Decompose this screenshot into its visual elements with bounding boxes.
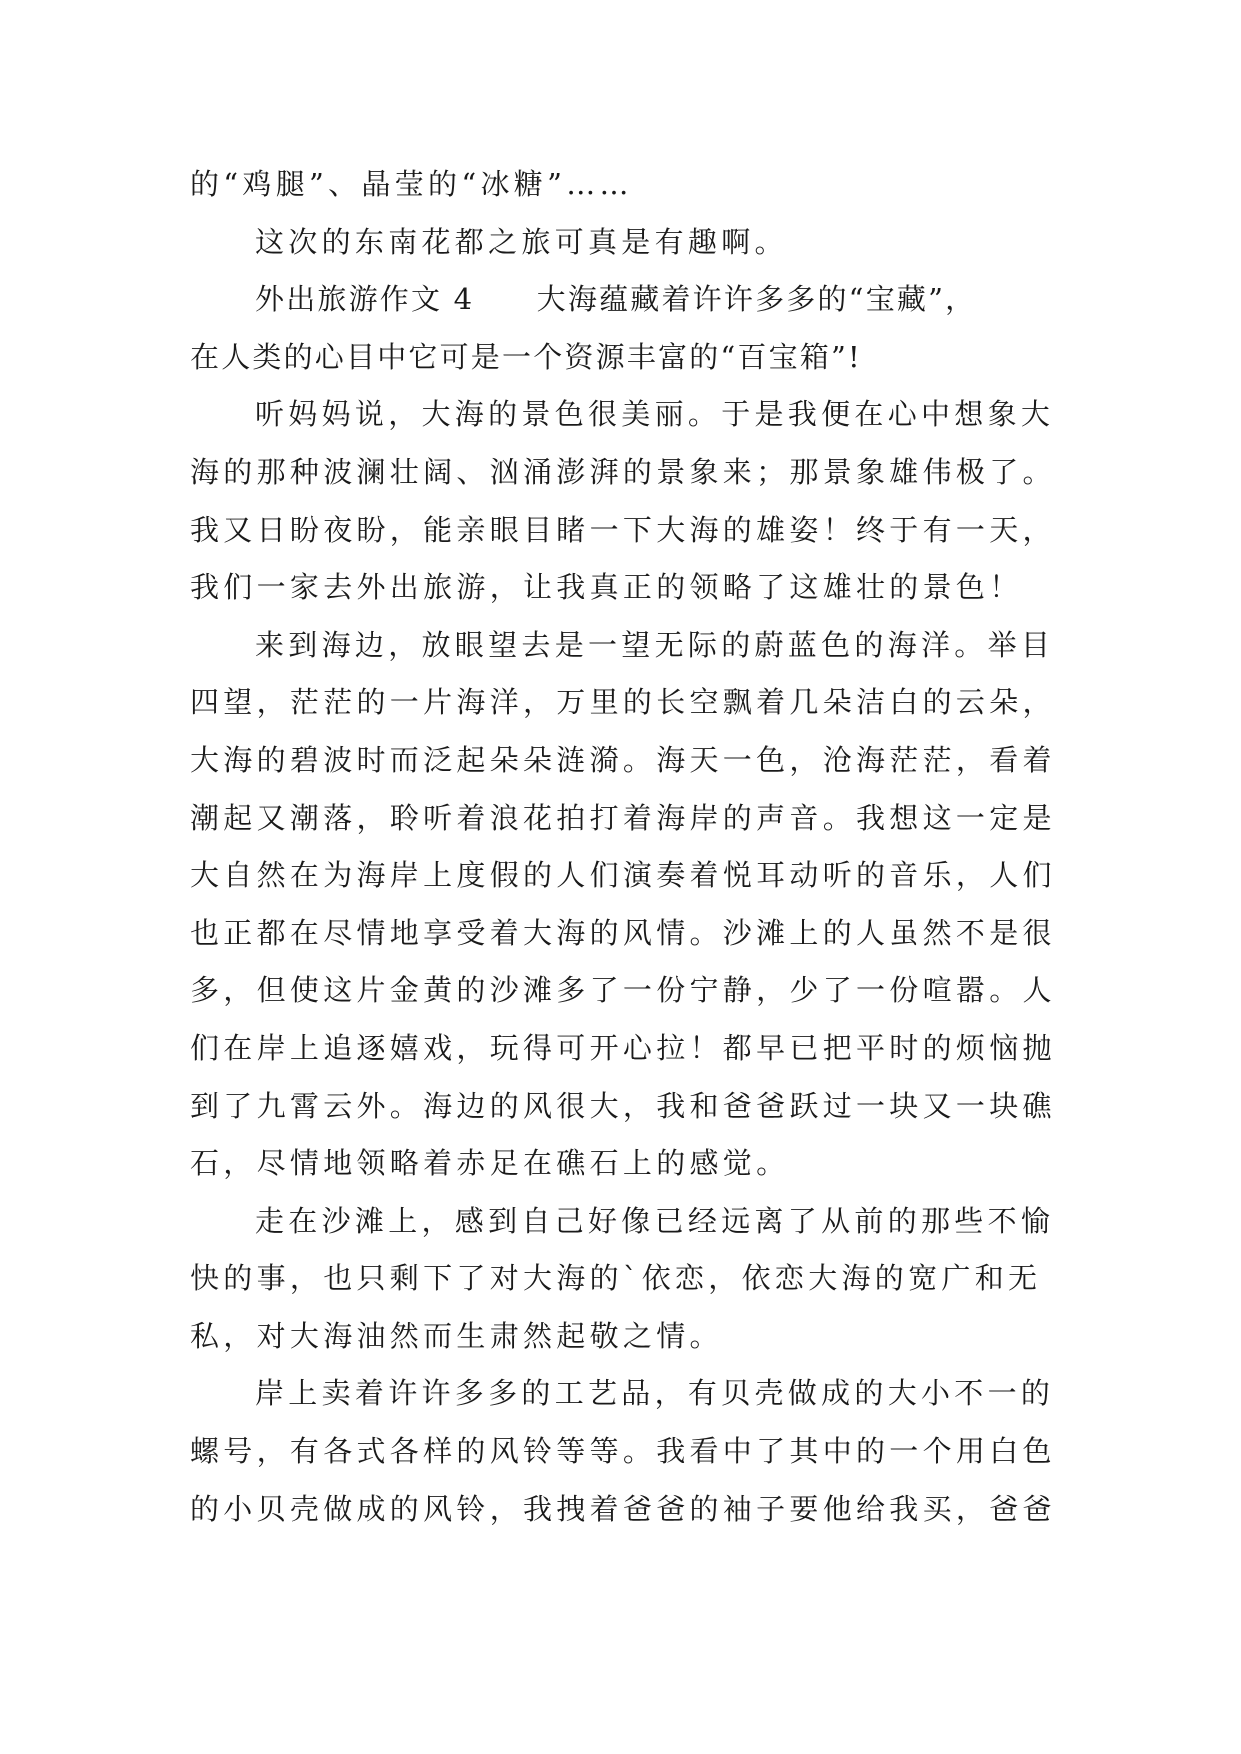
text-line: 走在沙滩上，感到自己好像已经远离了从前的那些不愉: [255, 1203, 1055, 1238]
text-line: 海的那种波澜壮阔、汹涌澎湃的景象来；那景象雄伟极了。: [190, 454, 1056, 489]
text-line: 来到海边，放眼望去是一望无际的蔚蓝色的海洋。举目: [255, 627, 1055, 662]
text-line: 私，对大海油然而生肃然起敬之情。: [190, 1318, 723, 1353]
text-line: 我又日盼夜盼，能亲眼目睹一下大海的雄姿！终于有一天，: [190, 512, 1056, 547]
text-line: 潮起又潮落，聆听着浪花拍打着海岸的声音。我想这一定是: [190, 800, 1056, 835]
text-line: 多，但使这片金黄的沙滩多了一份宁静，少了一份喧嚣。人: [190, 973, 1056, 1008]
text-line: 岸上卖着许许多多的工艺品，有贝壳做成的大小不一的: [255, 1376, 1055, 1411]
text-line: 大海的碧波时而泛起朵朵涟漪。海天一色，沧海茫茫，看着: [190, 742, 1056, 777]
text-line: 的“鸡腿”、晶莹的“冰糖”……: [190, 167, 633, 201]
text-line: 快的事，也只剩下了对大海的`依恋，依恋大海的宽广和无: [190, 1261, 1042, 1296]
text-line: 也正都在尽情地享受着大海的风情。沙滩上的人虽然不是很: [190, 915, 1056, 950]
text-line: 的小贝壳做成的风铃，我拽着爸爸的袖子要他给我买，爸爸: [190, 1491, 1056, 1526]
text-line: 在人类的心目中它可是一个资源丰富的“百宝箱”!: [190, 339, 862, 374]
text-line: 大自然在为海岸上度假的人们演奏着悦耳动听的音乐，人们: [190, 858, 1056, 893]
text-line: 到了九霄云外。海边的风很大，我和爸爸跃过一块又一块礁: [190, 1088, 1056, 1123]
text-line: 石，尽情地领略着赤足在礁石上的感觉。: [190, 1146, 790, 1181]
text-line: 我们一家去外出旅游，让我真正的领略了这雄壮的景色！: [190, 570, 1023, 605]
text-line: 这次的东南花都之旅可真是有趣啊。: [255, 224, 788, 259]
body-text: [190, 156, 1056, 1538]
text-line: 外出旅游作文 4 大海蕴藏着许许多多的“宝藏”，: [255, 282, 977, 317]
text-line: 们在岸上追逐嬉戏，玩得可开心拉！都早已把平时的烦恼抛: [190, 1030, 1056, 1065]
text-line: 螺号，有各式各样的风铃等等。我看中了其中的一个用白色: [190, 1434, 1056, 1469]
text-line: 四望，茫茫的一片海洋，万里的长空飘着几朵洁白的云朵，: [190, 685, 1056, 720]
text-line: 听妈妈说，大海的景色很美丽。于是我便在心中想象大: [255, 397, 1055, 432]
